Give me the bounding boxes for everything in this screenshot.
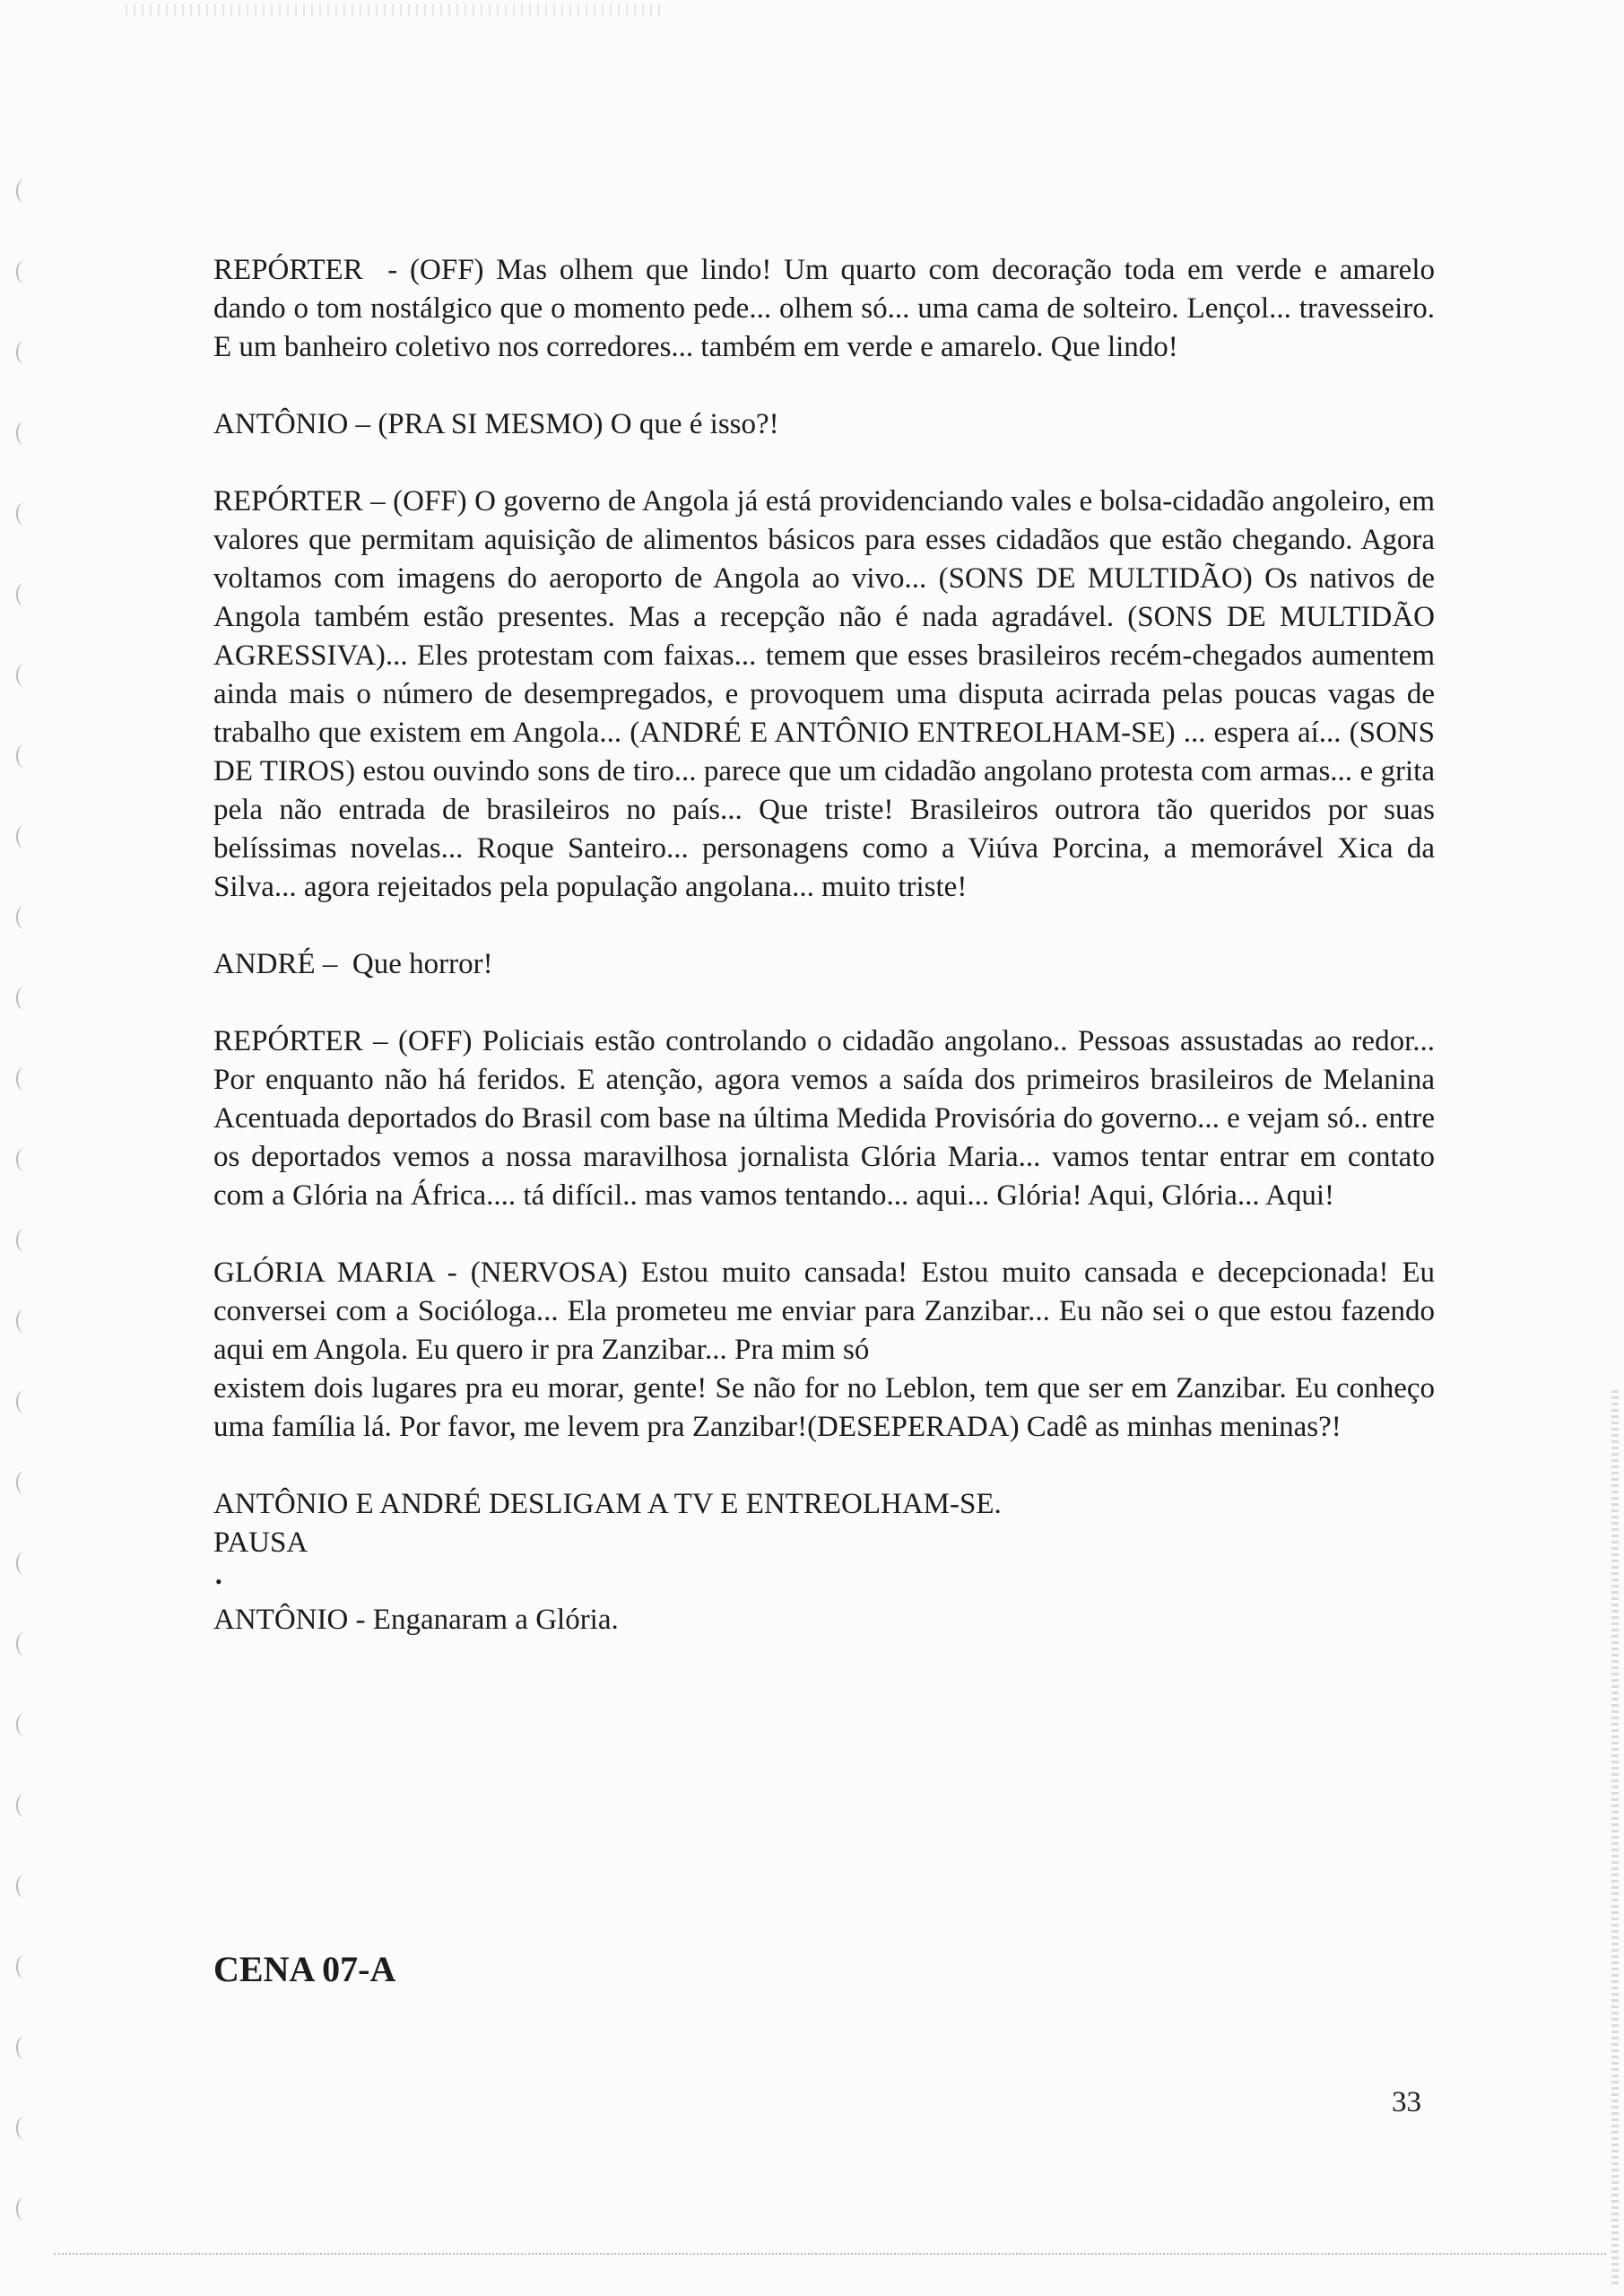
dialogue-andre-1	[213, 945, 1435, 984]
scan-edge-right	[1611, 1390, 1619, 2287]
stage-direction-pause: PAUSA	[213, 1526, 308, 1559]
speaker-label: ANDRÉ –	[213, 948, 345, 980]
dialogue-antonio-final: ANTÔNIO - Enganaram a Glória.	[213, 1604, 619, 1636]
dialogue-text: (OFF) Mas olhem que lindo! Um quarto com decoração toda em verde e amarelo dando o tom nostálgico que o momento pede... olhem só... uma cama de solteiro. Lençol... travesseiro. E um banheiro coletivo nos corredores... também em verde e amarelo. Que lindo!	[213, 254, 1435, 363]
scan-noise-top	[126, 4, 664, 16]
dialogue-text: (NERVOSA) Estou muito cansada! Estou muito cansada e decepcionada! Eu conversei com a Socióloga... Ela prometeu me enviar para Zanzibar... Eu não sei o que estou fazendo aqui em Angola. Eu quero ir pra Zanzibar... Pra mim só	[213, 1257, 1435, 1366]
speaker-label: REPÓRTER –	[213, 485, 394, 517]
stage-direction-line: ANTÔNIO E ANDRÉ DESLIGAM A TV E ENTREOLHAM-SE.	[213, 1488, 1002, 1520]
stage-direction	[213, 1485, 1435, 1562]
speaker-label: REPÓRTER –	[213, 1025, 398, 1057]
scene-heading: CENA 07-A	[213, 1949, 396, 1989]
binding-hole-marks	[16, 179, 52, 2278]
script-body	[213, 251, 1435, 1678]
dialogue-reporter-3	[213, 1022, 1435, 1215]
scan-bottom-edge	[54, 2253, 1606, 2255]
dialogue-antonio-1	[213, 405, 1435, 444]
dialogue-text: Que horror!	[344, 948, 493, 980]
dialogue-text: (PRA SI MESMO) O que é isso?!	[378, 408, 779, 440]
dialogue-reporter-1	[213, 251, 1435, 367]
speaker-label: GLÓRIA MARIA -	[213, 1257, 471, 1289]
dialogue-text: (OFF) Policiais estão controlando o cidadão angolano.. Pessoas assustadas ao redor... Por enquanto não há feridos. E atenção, agora vemos a saída dos primeiros brasileiros de Melanina Acentuada deportados do Brasil com base na última Medida Provisória do governo... e vejam só.. entre os deportados vemos a nossa maravilhosa jornalista Glória Maria... vamos tentar entrar em contato com a Glória na África.... tá difícil.. mas vamos tentando... aqui... Glória! Aqui, Glória... Aqui!	[213, 1025, 1435, 1212]
speaker-label: ANTÔNIO –	[213, 408, 378, 440]
page-number: 33	[1392, 2086, 1421, 2118]
gloria-part-2: existem dois lugares pra eu morar, gente! Se não for no Leblon, tem que ser em Zanzibar. Eu conheço uma família lá. Por favor, me levem pra Zanzibar!(DESEPERADA) Cadê as minhas meninas?!	[213, 1372, 1435, 1443]
speaker-label: REPÓRTER -	[213, 254, 411, 286]
stray-dot: •	[215, 1570, 222, 1593]
dialogue-gloria-maria	[213, 1254, 1435, 1447]
dialogue-text: (OFF) O governo de Angola já está providenciando vales e bolsa-cidadão angoleiro, em valores que permitam aquisição de alimentos básicos para esses cidadãos que estão chegando. Agora voltamos com imagens do aeroporto de Angola ao vivo... (SONS DE MULTIDÃO) Os nativos de Angola também estão presentes. Mas a recepção não é nada agradável. (SONS DE MULTIDÃO AGRESSIVA)... Eles protestam com faixas... temem que esses brasileiros recém-chegados aumentem ainda mais o número de desempregados, e provoquem uma disputa acirrada pelas poucas vagas de trabalho que existem em Angola... (ANDRÉ E ANTÔNIO ENTREOLHAM-SE) ... espera aí... (SONS DE TIROS) estou ouvindo sons de tiro... parece que um cidadão angolano protesta com armas... e grita pela não entrada de brasileiros no país... Que triste! Brasileiros outrora tão queridos por suas belíssimas novelas... Roque Santeiro... personagens como a Viúva Porcina, a memorável Xica da Silva... agora rejeitados pela população angolana... muito triste!	[213, 485, 1435, 903]
gloria-part-1	[213, 1254, 1435, 1370]
dialogue-reporter-2	[213, 483, 1435, 907]
